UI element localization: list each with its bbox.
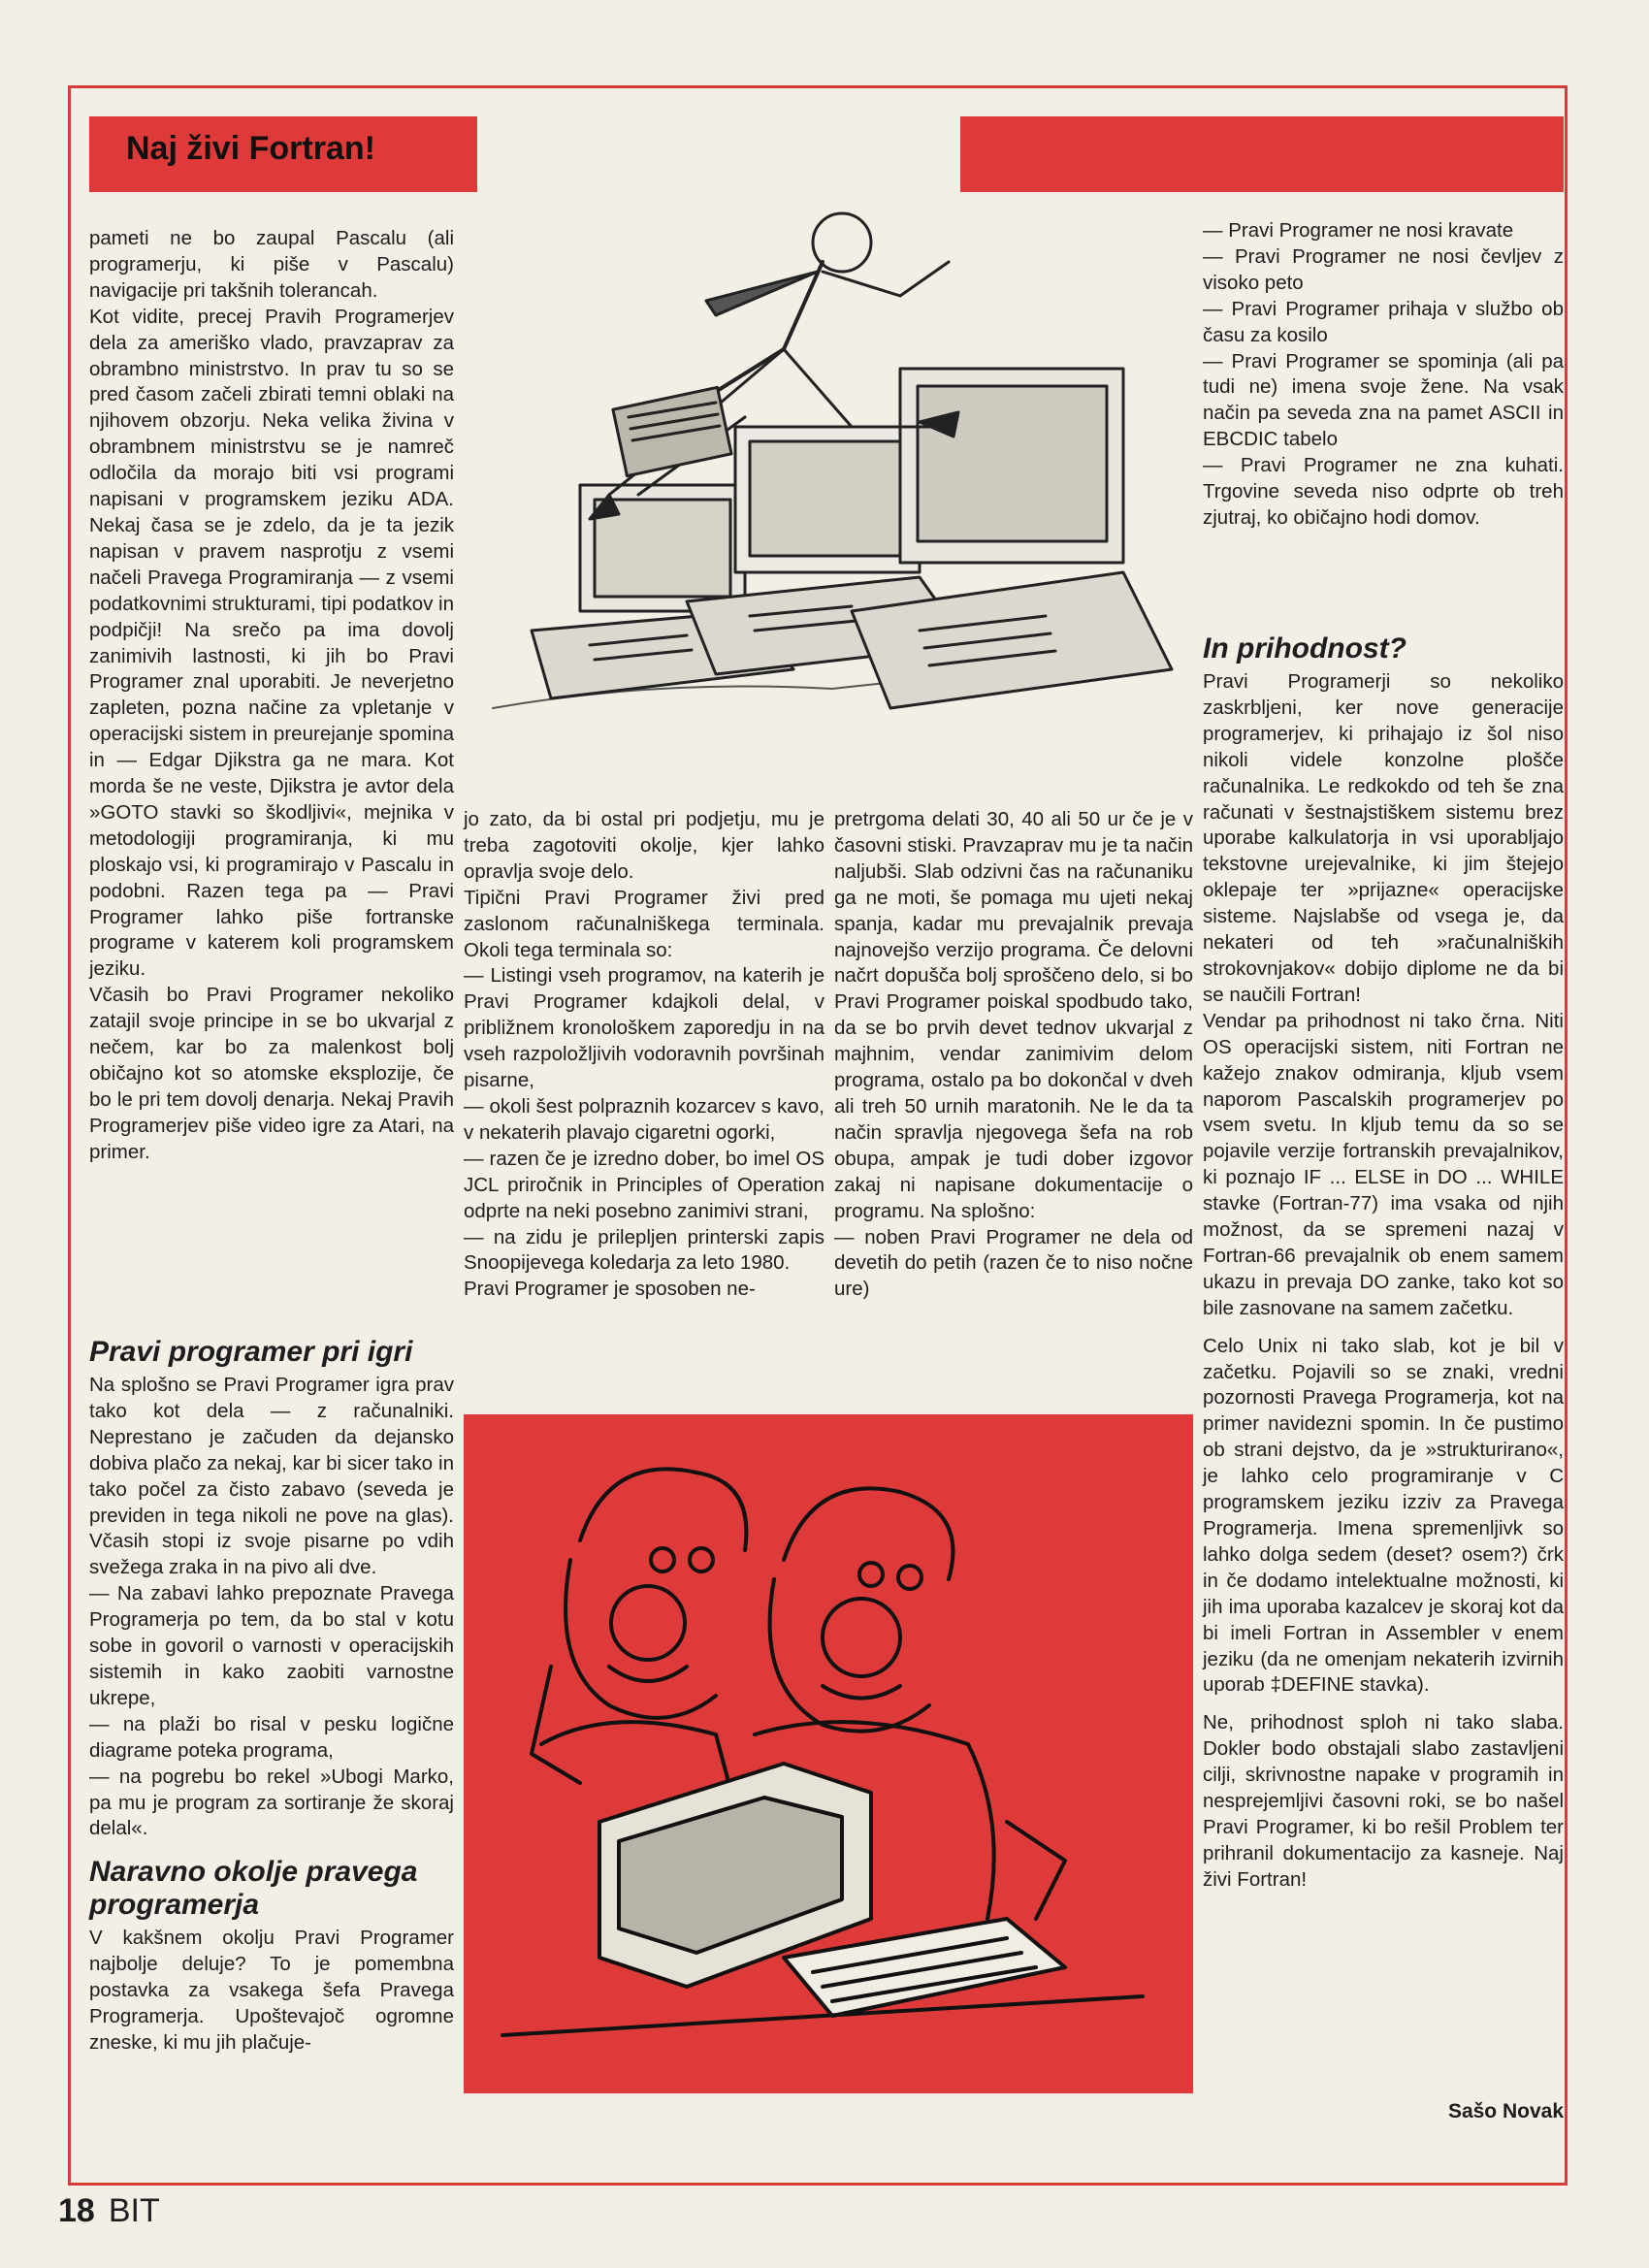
paragraph: Ne, prihodnost sploh ni tako slaba. Dokler bodo obstajali slabo zastavljeni cilji, skrivnostne napake v programih in nesprejemljivi časovni roki, se bo našel Pravi Programer, ki bo rešil Problem ter prihranil dokumentacijo za kasneje. Naj živi Fortran! — [1203, 1711, 1564, 1891]
paragraph: Vendar pa prihodnost ni tako črna. Niti OS operacijski sistem, niti Fortran ne kažejo znakov odmiranja, kljub vsem naporom Pascalskih programerjev po vsem svetu. In kljub temu da so se pojavile verzije fortranskih prevajalnikov, ki poznajo IF ... ELSE in DO ... WHILE stavke (Fortran-77) ima vsaka od njih možnost, da se spremeni nazaj v Fortran-66 prevajalnik ob enem samem ukazu in prevaja DO zanke, tako kot so bile zasnovane na samem začetku. — [1203, 1009, 1564, 1319]
programmer-leaping-illustration — [464, 204, 1181, 795]
decorative-banner — [960, 116, 1564, 192]
list-item: — Pravi Programer se spominja (ali pa tudi ne) imena svoje žene. Na vsak način pa seveda zna na pamet ASCII in EBCDIC tabelo — [1203, 349, 1564, 451]
list-item: — Pravi Programer ne nosi kravate — [1203, 219, 1514, 242]
magazine-name: BIT — [108, 2192, 160, 2229]
list-item: — na pogrebu bo rekel »Ubogi Marko, pa mu je program za sortiranje že skoraj delal«. — [89, 1765, 454, 1840]
list-item: — Listingi vseh programov, na katerih je Pravi Programer kdajkoli delal, v približnem kronološkem zaporedju in na vseh razpoložljivih vodoravnih površinah pisarne, — [464, 964, 824, 1092]
author-signature: Sašo Novak — [1447, 2100, 1564, 2122]
paragraph: pretrgoma delati 30, 40 ali 50 ur če je v časovni stiski. Pravzaprav mu je ta način naljubši. Slab odzivni čas na računaniku ga ne moti, še pomaga mu ujeti nekaj spanja, kadar mu prevajalnik prevaja najnovejšo verzijo programa. Če delovni načrt dopušča bolj sproščeno delo, si bo Pravi Programer poiskal spodbudo tako, da se bo prvih devet tednov ukvarjal z majhnim, vendar zanimivim delom programa, ostalo pa bo dokončal v dveh ali treh 50 urnih maratonih. Ne le da ta način spravlja njegovega šefa na rob obupa, ampak je tudi dober izgovor zakaj ni napisane dokumentacije o programu. Na splošno: — [834, 808, 1193, 1222]
list-item: — Pravi Programer ne nosi čevljev z visoko peto — [1203, 244, 1564, 294]
paragraph: Kot vidite, precej Pravih Programerjev dela za ameriško vlado, pravzaprav za obrambno ministrstvo. In prav tu so se pred časom začeli zbirati temni oblaki na njihovem obzorju. Neka velika živina v obrambnem ministrstvu se je namreč odločila da morajo biti vsi programi napisani v programskem jeziku ADA. Nekaj časa se je zdelo, da je ta jezik napisan v pravem nasprotju z vsemi načeli Pravega Programiranja — z vsemi podatkovnimi strukturami, tipi podatkov in podpičji! Na srečo pa ima dovolj zanimivih lastnosti, ki jih bo Pravi Programer znal uporabiti. Je neverjetno zapleten, pozna načine za vpletanje v operacijski sistem in preurejanje spomina in — Edgar Djikstra ga ne mara. Kot morda še ne veste, Djikstra je avtor dela »GOTO stavki so škodljivi«, mejnika v metodologiji programiranja, ki mu ploskajo vsi, ki programirajo v Pascalu in podobni. Razen tega pa — Pravi Programer lahko piše fortranske programe v katerem koli programskem jeziku. — [89, 305, 455, 981]
list-item: — Pravi Programer prihaja v službo ob času za kosilo — [1203, 297, 1564, 346]
list-item: — Pravi Programer ne zna kuhati. Trgovine seveda niso odprte ob treh zjutraj, ko običajno hodi domov. — [1203, 454, 1564, 529]
section-heading: Pravi programer pri igri — [89, 1336, 413, 1368]
cartoon-panel — [464, 1414, 1193, 2093]
paragraph: Na splošno se Pravi Programer igra prav tako kot dela — z računalniki. Neprestano je začuden da dejansko dobiva plačo za nekaj, kar bi sicer tako in tako počel za čisto zabavo (seveda je previden in tega nikoli ne pove na glas). Včasih stopi iz svoje pisarne po vdih svežega zraka in na pivo ali dve. — [89, 1374, 454, 1579]
list-item: — razen če je izredno dober, bo imel OS JCL priročnik in Principles of Operation odprte na neki posebno zanimivi strani, — [464, 1147, 824, 1222]
list-item: — okoli šest polpraznih kozarcev s kavo, v nekaterih plavajo cigaretni ogorki, — [464, 1094, 824, 1144]
section-heading: In prihodnost? — [1203, 632, 1406, 664]
article-column-1 — [89, 226, 454, 1166]
paragraph: Tipični Pravi Programer živi pred zaslonom računalniškega terminala. Okoli tega terminala so: — [464, 886, 824, 961]
paragraph: Pravi Programer je sposoben ne- — [464, 1278, 756, 1301]
list-item: — noben Pravi Programer ne dela od devetih do petih (razen če to niso nočne ure) — [834, 1225, 1193, 1301]
paragraph: Pravi Programerji so nekoliko zaskrbljeni, ker nove generacije programerjev, ki prihajajo iz šol niso nikoli videle konzolne plošče računalnika. Le redkokdo od teh še zna računati v šestnajstiškem sistemu brez uporabe kalkulatorja in vsi uporabljajo tekstovne urejevalnike, ki jim štejejo oklepaje ter »prijazne« operacijske sisteme. Najslabše od vsega je, da nekateri od teh »računalniških strokovnjakov« dobijo diplome ne da bi se naučili Fortran! — [1203, 670, 1564, 1006]
article-title: Naj živi Fortran! — [126, 130, 375, 167]
paragraph: pameti ne bo zaupal Pascalu (ali programerju, ki piše v Pascalu) navigacije pri takšnih tolerancah. — [89, 227, 454, 302]
article-column-4 — [1203, 218, 1564, 532]
article-column-3 — [834, 807, 1193, 1303]
list-item: — na zidu je prilepljen printerski zapis Snoopijevega koledarja za leto 1980. — [464, 1225, 824, 1275]
title-banner — [89, 116, 477, 192]
page-footer — [58, 2192, 160, 2230]
section-heading: Naravno okolje pravega programerja — [89, 1856, 418, 1922]
two-programmers-illustration — [464, 1414, 1193, 2093]
article-column-4-lower — [1203, 619, 1564, 1894]
paragraph: Celo Unix ni tako slab, kot je bil v začetku. Pojavili so se znaki, vredni pozornosti Pravega Programerja, kot na primer navidezni spomin. In če pustimo ob strani dejstvo, da je »strukturirano«, je lahko celo programiranje v C programskem jeziku izziv za Pravega Programerja. Imena spremenljivk so lahko dolga sedem (deset? osem?) črk in če dodamo intelektualne možnosti, ki jih ima uporaba kazalcev je skoraj kot da bi imeli Fortran in Assembler v enem jeziku (da ne omenjam nekaterih izvirnih uporab ‡DEFINE stavka). — [1203, 1334, 1564, 1697]
article-column-1-lower — [89, 1322, 454, 2057]
list-item: — na plaži bo risal v pesku logične diagrame poteka programa, — [89, 1712, 454, 1762]
paragraph: Včasih bo Pravi Programer nekoliko zatajil svoje principe in se bo ukvarjal z nečem, kar bo za malenkost bolj običajno kot so atomske eksplozije, če bo le pri tem dovolj denarja. Nekaj Pravih Programerjev piše video igre za Atari, na primer. — [89, 984, 454, 1163]
page-number: 18 — [58, 2192, 95, 2229]
paragraph: jo zato, da bi ostal pri podjetju, mu je treba zagotoviti okolje, kjer lahko opravlja svoje delo. — [464, 808, 824, 883]
list-item: — Na zabavi lahko prepoznate Pravega Programerja po tem, da bo stal v kotu sobe in govoril o varnosti v operacijskih sistemih in kako zaobiti varnostne ukrepe, — [89, 1582, 454, 1709]
article-column-2 — [464, 807, 824, 1303]
paragraph: V kakšnem okolju Pravi Programer najbolje deluje? To je pomembna postavka za vsakega šefa Pravega Programerja. Upoštevajoč ogromne zneske, ki mu jih plačuje- — [89, 1927, 454, 2054]
